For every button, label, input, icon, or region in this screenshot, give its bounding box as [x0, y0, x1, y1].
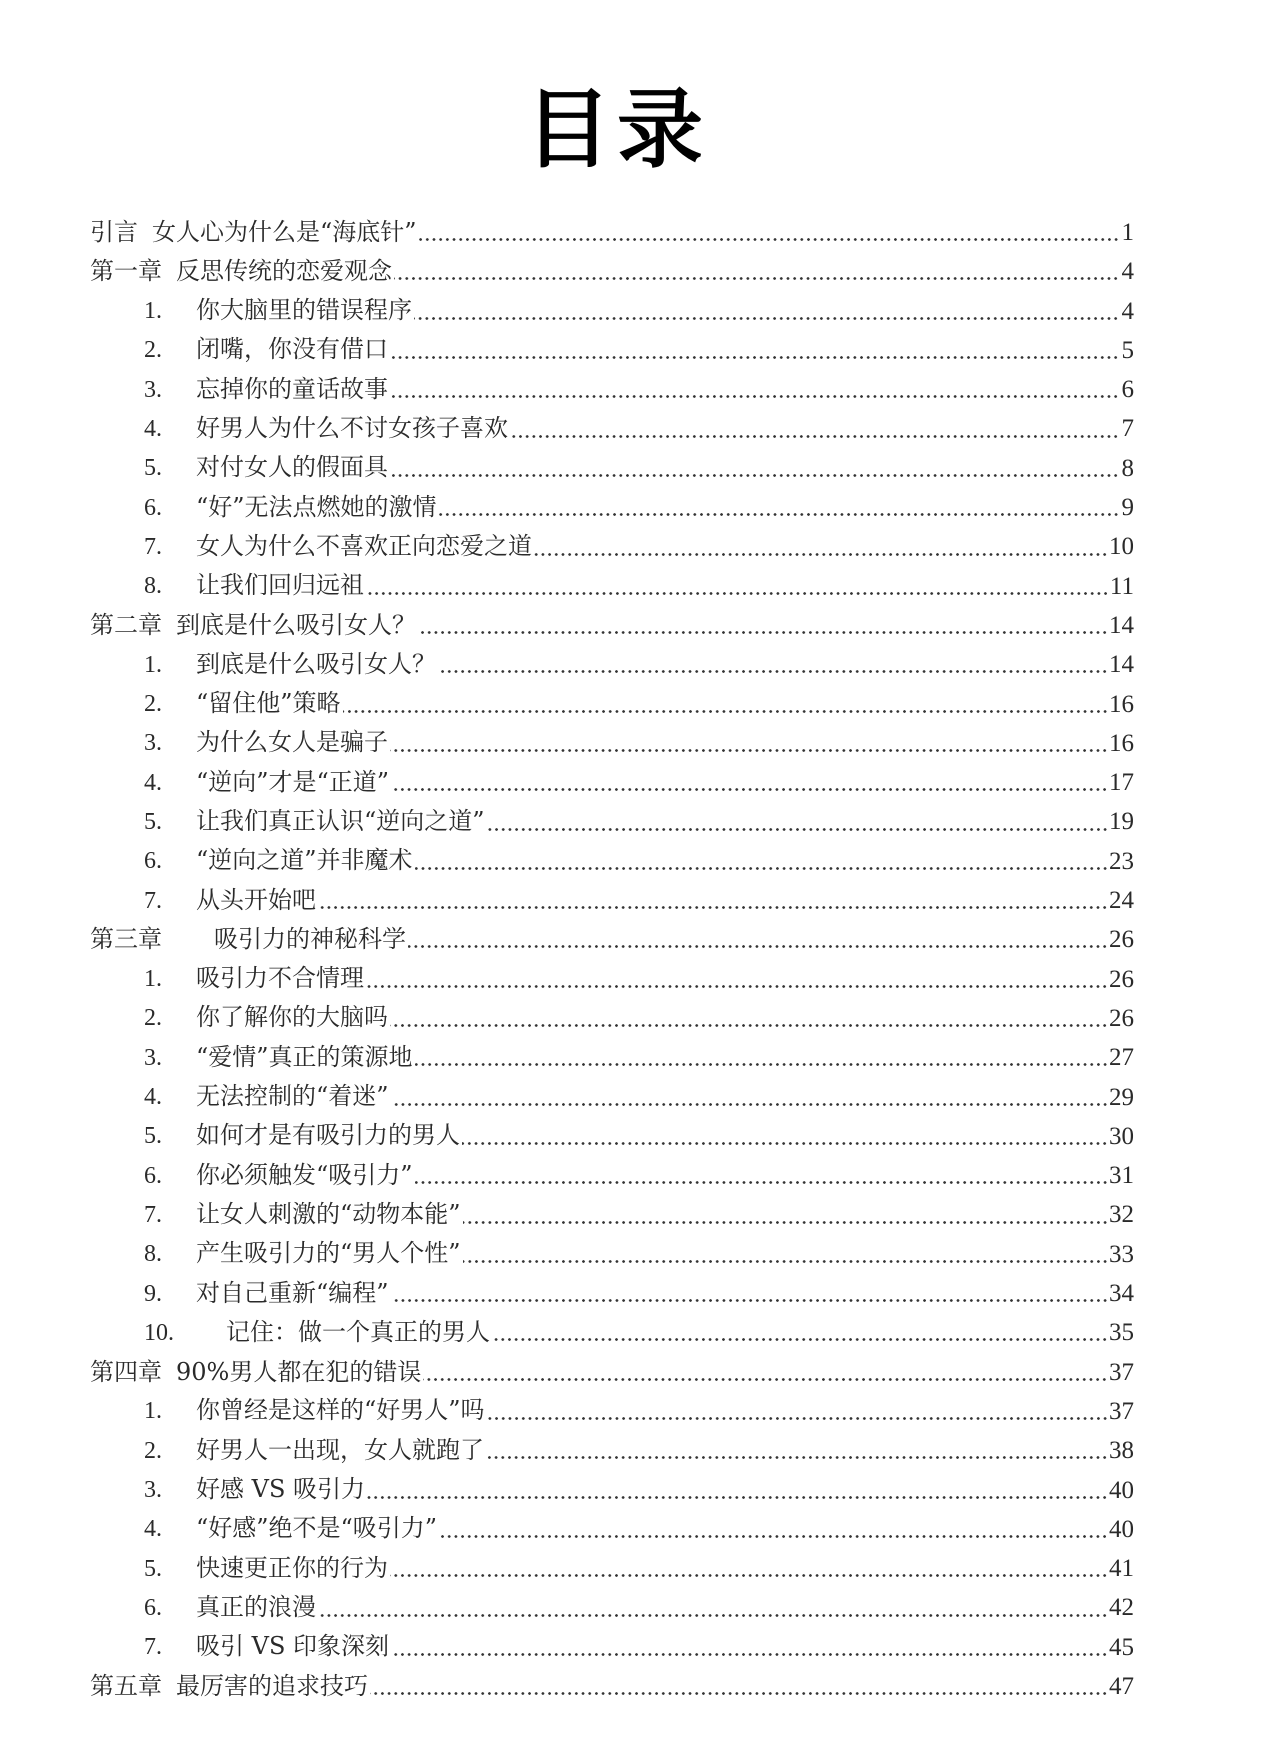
entry-title: 如何才是有吸引力的男人: [196, 1121, 460, 1150]
toc-section-entry[interactable]: [90, 842, 1134, 881]
toc-entry-label: [144, 645, 438, 685]
section-number: 1.: [144, 651, 162, 678]
dot-leader: [390, 1574, 1108, 1577]
toc-section-entry[interactable]: [90, 1274, 1134, 1313]
toc-entry-label: [144, 1274, 391, 1314]
section-number: 4.: [144, 1084, 162, 1111]
section-number: 7.: [144, 887, 162, 914]
toc-entry-label: [144, 841, 415, 881]
entry-title: 你曾经是这样的“好男人”吗: [196, 1396, 485, 1425]
toc-entry-label: [144, 1627, 391, 1667]
dot-leader: [463, 1260, 1108, 1263]
entry-title: “留住他”策略: [196, 689, 341, 718]
entry-title: 到底是什么吸引女人？: [176, 610, 416, 639]
section-number: 7.: [144, 533, 162, 560]
page-number: 31: [1109, 1162, 1134, 1190]
section-number: 7.: [144, 1634, 162, 1661]
entry-title: 吸引力不合情理: [196, 964, 364, 993]
toc-entry-label: [90, 252, 394, 291]
page-number: 26: [1109, 1004, 1134, 1032]
toc-entry-label: [90, 1353, 423, 1392]
dot-leader: [318, 1614, 1108, 1617]
dot-leader: [463, 1221, 1108, 1224]
toc-section-entry[interactable]: [90, 1588, 1134, 1627]
page-number: 5: [1121, 336, 1134, 364]
section-number: 3.: [144, 376, 162, 403]
toc-section-entry[interactable]: [90, 763, 1134, 802]
toc-entry-label: [144, 1038, 415, 1078]
section-number: 6.: [144, 1594, 162, 1621]
toc-entry-label: [144, 1116, 462, 1156]
dot-leader: [391, 1299, 1108, 1302]
dot-leader: [534, 553, 1108, 556]
entry-title: 反思传统的恋爱观念: [176, 257, 392, 286]
toc-section-entry[interactable]: [90, 1549, 1134, 1588]
toc-entry-label: [144, 1234, 463, 1274]
entry-title: 为什么女人是骗子: [196, 728, 388, 757]
entry-title: 记住：做一个真正的男人: [226, 1317, 490, 1346]
entry-title: 让我们真正认识“逆向之道”: [196, 806, 485, 835]
toc-entry-label: [144, 527, 534, 567]
page-number: 42: [1109, 1594, 1134, 1622]
section-number: 3.: [144, 1477, 162, 1503]
dot-leader: [366, 592, 1109, 595]
toc-entry-label: [144, 802, 487, 842]
section-number: 1.: [144, 1398, 162, 1425]
toc-section-entry[interactable]: [90, 1195, 1134, 1234]
toc-section-entry[interactable]: [90, 1431, 1134, 1470]
entry-title: 好男人为什么不讨女孩子喜欢: [196, 413, 508, 442]
page-number: 41: [1109, 1555, 1134, 1583]
chapter-number: 第一章: [90, 257, 162, 286]
chapter-number: 第二章: [90, 610, 162, 639]
page-number: 40: [1109, 1476, 1134, 1504]
entry-title: 女人为什么不喜欢正向恋爱之道: [196, 531, 532, 560]
chapter-number: 第三章: [90, 925, 162, 954]
toc-entry-label: [144, 723, 390, 763]
dot-leader: [366, 985, 1108, 988]
page-number: 16: [1109, 729, 1134, 757]
toc-entry-label: [144, 1431, 486, 1471]
toc-section-entry[interactable]: [90, 449, 1134, 488]
toc-entry-label: [144, 998, 390, 1038]
toc-chapter-entry[interactable]: [90, 213, 1134, 252]
toc-section-entry[interactable]: [90, 1156, 1134, 1195]
dot-leader: [391, 1653, 1108, 1656]
entry-title: 无法控制的“着迷”: [196, 1082, 389, 1111]
toc-section-entry[interactable]: [90, 1235, 1134, 1274]
page-number: 9: [1121, 494, 1134, 522]
page-number: 30: [1109, 1122, 1134, 1150]
page-number: 38: [1109, 1437, 1134, 1465]
toc-entry-label: [144, 763, 391, 803]
dot-leader: [415, 1181, 1108, 1184]
dot-leader: [391, 1103, 1108, 1106]
toc-entry-label: [144, 330, 390, 370]
entry-title: 真正的浪漫: [196, 1592, 316, 1621]
toc-chapter-entry[interactable]: [90, 920, 1134, 959]
dot-leader: [438, 670, 1108, 673]
entry-title: 吸引力的神秘科学: [214, 925, 406, 954]
page-number: 26: [1109, 965, 1134, 993]
toc-entry-label: [144, 1509, 439, 1549]
section-number: 2.: [144, 1005, 162, 1032]
entry-title: 到底是什么吸引女人？: [196, 649, 436, 678]
section-number: 5.: [144, 1123, 162, 1150]
dot-leader: [408, 945, 1108, 948]
entry-title: 好男人一出现，女人就跑了: [196, 1435, 484, 1464]
toc-section-entry[interactable]: [90, 1628, 1134, 1667]
page-number: 23: [1109, 847, 1134, 875]
entry-title: “爱情”真正的策源地: [196, 1042, 413, 1071]
section-number: 1.: [144, 298, 162, 325]
page-number: 4: [1121, 297, 1134, 325]
entry-title: “好感”绝不是“吸引力”: [196, 1514, 438, 1543]
dot-leader: [414, 317, 1119, 320]
section-number: 4.: [144, 769, 162, 796]
dot-leader: [486, 1456, 1108, 1459]
toc-section-entry[interactable]: [90, 370, 1134, 409]
section-number: 5.: [144, 1555, 162, 1582]
dot-leader: [318, 906, 1108, 909]
toc-entry-label: [144, 1156, 415, 1196]
page-number: 37: [1109, 1397, 1134, 1425]
entry-title: 产生吸引力的“男人个性”: [196, 1239, 461, 1268]
section-number: 9.: [144, 1280, 162, 1307]
toc-section-entry[interactable]: [90, 999, 1134, 1038]
entry-title: 对付女人的假面具: [196, 453, 388, 482]
page-number: 24: [1109, 887, 1134, 915]
dot-leader: [390, 749, 1108, 752]
dot-leader: [419, 238, 1119, 241]
toc-section-entry[interactable]: [90, 567, 1134, 606]
toc-section-entry[interactable]: [90, 645, 1134, 684]
section-number: 5.: [144, 808, 162, 835]
entry-title: 女人心为什么是“海底针”: [152, 218, 417, 246]
entry-title: 你大脑里的错误程序: [196, 296, 412, 325]
toc-chapter-entry[interactable]: [90, 1667, 1134, 1706]
toc-section-entry[interactable]: [90, 1078, 1134, 1117]
dot-leader: [487, 1417, 1108, 1420]
section-number: 7.: [144, 1201, 162, 1228]
page-number: 14: [1109, 611, 1134, 639]
toc-section-entry[interactable]: [90, 1313, 1134, 1352]
dot-leader: [415, 1063, 1108, 1066]
toc-chapter-entry[interactable]: [90, 606, 1134, 645]
entry-title: 90%男人都在犯的错误: [176, 1357, 422, 1386]
toc-entry-label: [144, 370, 390, 410]
page-number: 37: [1109, 1358, 1134, 1386]
page-number: 16: [1109, 690, 1134, 718]
page-number: 4: [1121, 258, 1134, 286]
entry-title: 对自己重新“编程”: [196, 1278, 389, 1307]
toc-entry-label: [144, 1549, 390, 1589]
page-number: 34: [1109, 1280, 1134, 1308]
dot-leader: [394, 277, 1119, 280]
toc-entry-label: [144, 1588, 318, 1628]
toc-section-entry[interactable]: [90, 488, 1134, 527]
entry-title: 从头开始吧: [196, 885, 316, 914]
toc-entry-label: [144, 1313, 492, 1353]
entry-title: 闭嘴，你没有借口: [196, 335, 388, 364]
dot-leader: [390, 1024, 1108, 1027]
section-number: 8.: [144, 1241, 162, 1268]
dot-leader: [492, 1338, 1108, 1341]
page-number: 35: [1109, 1319, 1134, 1347]
toc-section-entry[interactable]: [90, 881, 1134, 920]
toc-section-entry[interactable]: [90, 1471, 1134, 1510]
toc-section-entry[interactable]: [90, 292, 1134, 331]
entry-title: “逆向”才是“正道”: [196, 767, 390, 796]
page-number: 19: [1109, 808, 1134, 836]
entry-title: 你必须触发“吸引力”: [196, 1160, 413, 1189]
entry-title: 让我们回归远祖: [196, 571, 364, 600]
page-number: 33: [1109, 1240, 1134, 1268]
toc-section-entry[interactable]: [90, 685, 1134, 724]
table-of-contents: [90, 213, 1134, 1706]
dot-leader: [418, 631, 1108, 634]
dot-leader: [367, 1496, 1108, 1499]
page-title: 目录: [525, 79, 709, 180]
entry-title: “逆向之道”并非魔术: [196, 846, 413, 875]
section-number: 3.: [144, 1044, 162, 1071]
toc-section-entry[interactable]: [90, 1510, 1134, 1549]
entry-title: 好感 VS 吸引力: [196, 1475, 366, 1503]
dot-leader: [439, 513, 1119, 516]
toc-section-entry[interactable]: [90, 527, 1134, 566]
toc-section-entry[interactable]: [90, 1117, 1134, 1156]
entry-title: 忘掉你的童话故事: [196, 374, 388, 403]
page-number: 47: [1109, 1672, 1134, 1700]
toc-entry-label: [90, 920, 408, 959]
toc-section-entry[interactable]: [90, 802, 1134, 841]
page-number: 32: [1109, 1201, 1134, 1229]
toc-entry-label: [90, 606, 418, 645]
page-number: 29: [1109, 1083, 1134, 1111]
page-number: 10: [1109, 533, 1134, 561]
toc-entry-label: [144, 959, 366, 999]
section-number: 6.: [144, 848, 162, 875]
page-number: 1: [1121, 219, 1134, 246]
section-number: 4.: [144, 415, 162, 442]
page-number: 27: [1109, 1044, 1134, 1072]
entry-title: 你了解你的大脑吗: [196, 1003, 388, 1032]
section-number: 6.: [144, 494, 162, 521]
section-number: 8.: [144, 573, 162, 600]
dot-leader: [439, 1535, 1108, 1538]
page-number: 6: [1121, 376, 1134, 404]
entry-title: 最厉害的追求技巧: [176, 1671, 368, 1700]
chapter-number: 引言: [90, 218, 138, 246]
chapter-number: 第四章: [90, 1357, 162, 1386]
dot-leader: [390, 395, 1119, 398]
toc-entry-label: [144, 1195, 463, 1235]
toc-entry-label: [144, 488, 439, 528]
toc-chapter-entry[interactable]: [90, 252, 1134, 291]
toc-entry-label: [144, 291, 414, 331]
page-number: 14: [1109, 651, 1134, 679]
toc-entry-label: [144, 881, 318, 921]
page-number: 17: [1109, 769, 1134, 797]
page-number: 40: [1109, 1515, 1134, 1543]
section-number: 1.: [144, 966, 162, 993]
page-number: 7: [1121, 415, 1134, 443]
toc-entry-label: [144, 409, 510, 449]
section-number: 2.: [144, 337, 162, 364]
entry-title: 吸引 VS 印象深刻: [196, 1632, 390, 1661]
section-number: 3.: [144, 730, 162, 757]
section-number: 5.: [144, 455, 162, 482]
toc-section-entry[interactable]: [90, 409, 1134, 448]
entry-title: 快速更正你的行为: [196, 1553, 388, 1582]
section-number: 6.: [144, 1162, 162, 1189]
dot-leader: [487, 828, 1108, 831]
section-number: 10.: [144, 1319, 174, 1346]
page-number: 8: [1121, 454, 1134, 482]
section-number: 2.: [144, 1437, 162, 1464]
entry-title: 让女人刺激的“动物本能”: [196, 1199, 461, 1228]
toc-entry-label: [144, 684, 343, 724]
toc-section-entry[interactable]: [90, 1038, 1134, 1077]
toc-section-entry[interactable]: [90, 1392, 1134, 1431]
dot-leader: [423, 1378, 1108, 1381]
toc-entry-label: [144, 1470, 367, 1510]
dot-leader: [390, 474, 1119, 477]
dot-leader: [391, 788, 1108, 791]
page-number: 45: [1109, 1633, 1134, 1661]
entry-title: “好”无法点燃她的激情: [196, 492, 437, 521]
toc-entry-label: [90, 1667, 370, 1706]
dot-leader: [390, 356, 1119, 359]
page-number: 26: [1109, 926, 1134, 954]
dot-leader: [510, 435, 1119, 438]
dot-leader: [343, 710, 1108, 713]
toc-entry-label: [144, 1391, 487, 1431]
toc-section-entry[interactable]: [90, 960, 1134, 999]
toc-section-entry[interactable]: [90, 724, 1134, 763]
toc-chapter-entry[interactable]: [90, 1353, 1134, 1392]
toc-entry-label: [144, 1077, 391, 1117]
toc-entry-label: [90, 213, 419, 252]
dot-leader: [370, 1692, 1108, 1695]
section-number: 4.: [144, 1516, 162, 1543]
page-number: 11: [1109, 572, 1134, 600]
toc-section-entry[interactable]: [90, 331, 1134, 370]
toc-entry-label: [144, 448, 390, 488]
dot-leader: [415, 867, 1108, 870]
toc-entry-label: [144, 566, 366, 606]
section-number: 2.: [144, 691, 162, 718]
dot-leader: [462, 1142, 1108, 1145]
chapter-number: 第五章: [90, 1671, 162, 1700]
